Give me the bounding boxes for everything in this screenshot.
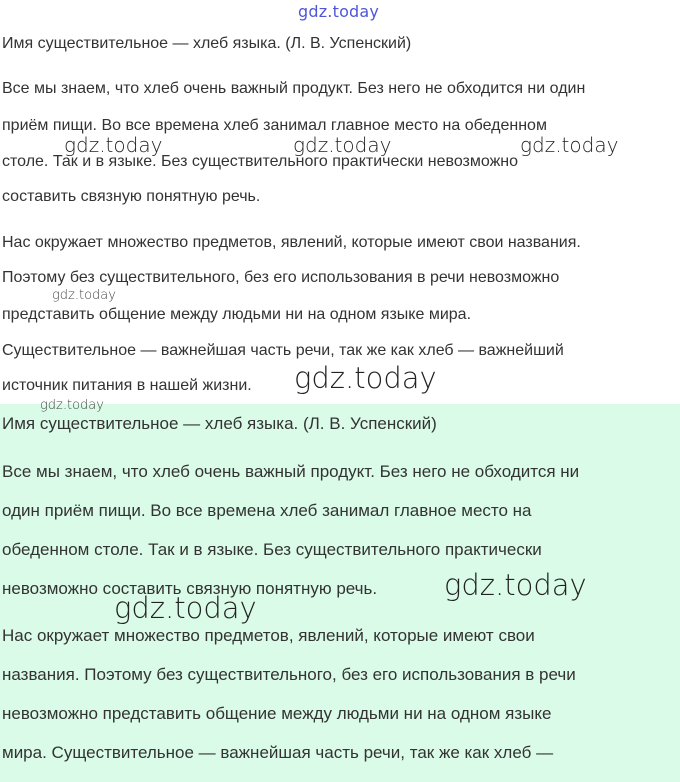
text-line: названия. Поэтому без существительного, без его использования в речи [2,665,576,684]
watermark: gdz.today [40,398,104,413]
text-line-title: Имя существительное — хлеб языка. (Л. В. Успенский) [2,414,437,433]
text-line: приём пищи. Во все времена хлеб занимал главное место на обеденном [2,117,547,134]
watermark: gdz.today [293,133,392,157]
text-line: один приём пищи. Во все времена хлеб занимал главное место на [2,501,532,520]
text-line: Все мы знаем, что хлеб очень важный продукт. Без него не обходится ни [2,462,580,481]
watermark-top: gdz.today [298,2,380,21]
text-line: обеденном столе. Так и в языке. Без существительного практически [2,540,542,559]
text-line: Все мы знаем, что хлеб очень важный продукт. Без него не обходится ни один [2,80,586,97]
text-line: мира. Существительное — важнейшая часть речи, так же как хлеб — [2,743,554,762]
watermark: gdz.today [64,133,163,157]
text-line: Нас окружает множество предметов, явлений, которые имеют свои [2,626,535,645]
text-line: Нас окружает множество предметов, явлений, которые имеют свои названия. [2,234,581,251]
watermark: gdz.today [114,591,257,625]
text-line: составить связную понятную речь. [2,188,261,205]
text-line: представить общение между людьми ни на одном языке мира. [2,306,472,323]
text-line: столе. Так и в языке. Без существительного практически невозможно [2,153,519,170]
text-line-title: Имя существительное — хлеб языка. (Л. В. Успенский) [2,35,412,52]
text-line: Существительное — важнейшая часть речи, так же как хлеб — важнейший [2,342,564,359]
watermark: gdz.today [520,133,619,157]
text-line: источник питания в нашей жизни. [2,377,252,394]
text-line: невозможно составить связную понятную речь. [2,579,378,598]
watermark: gdz.today [52,288,116,303]
watermark: gdz.today [294,361,437,395]
text-line: Поэтому без существительного, без его использования в речи невозможно [2,269,560,286]
watermark: gdz.today [444,568,587,602]
text-line: невозможно представить общение между людьми ни на одном языке [2,704,552,723]
